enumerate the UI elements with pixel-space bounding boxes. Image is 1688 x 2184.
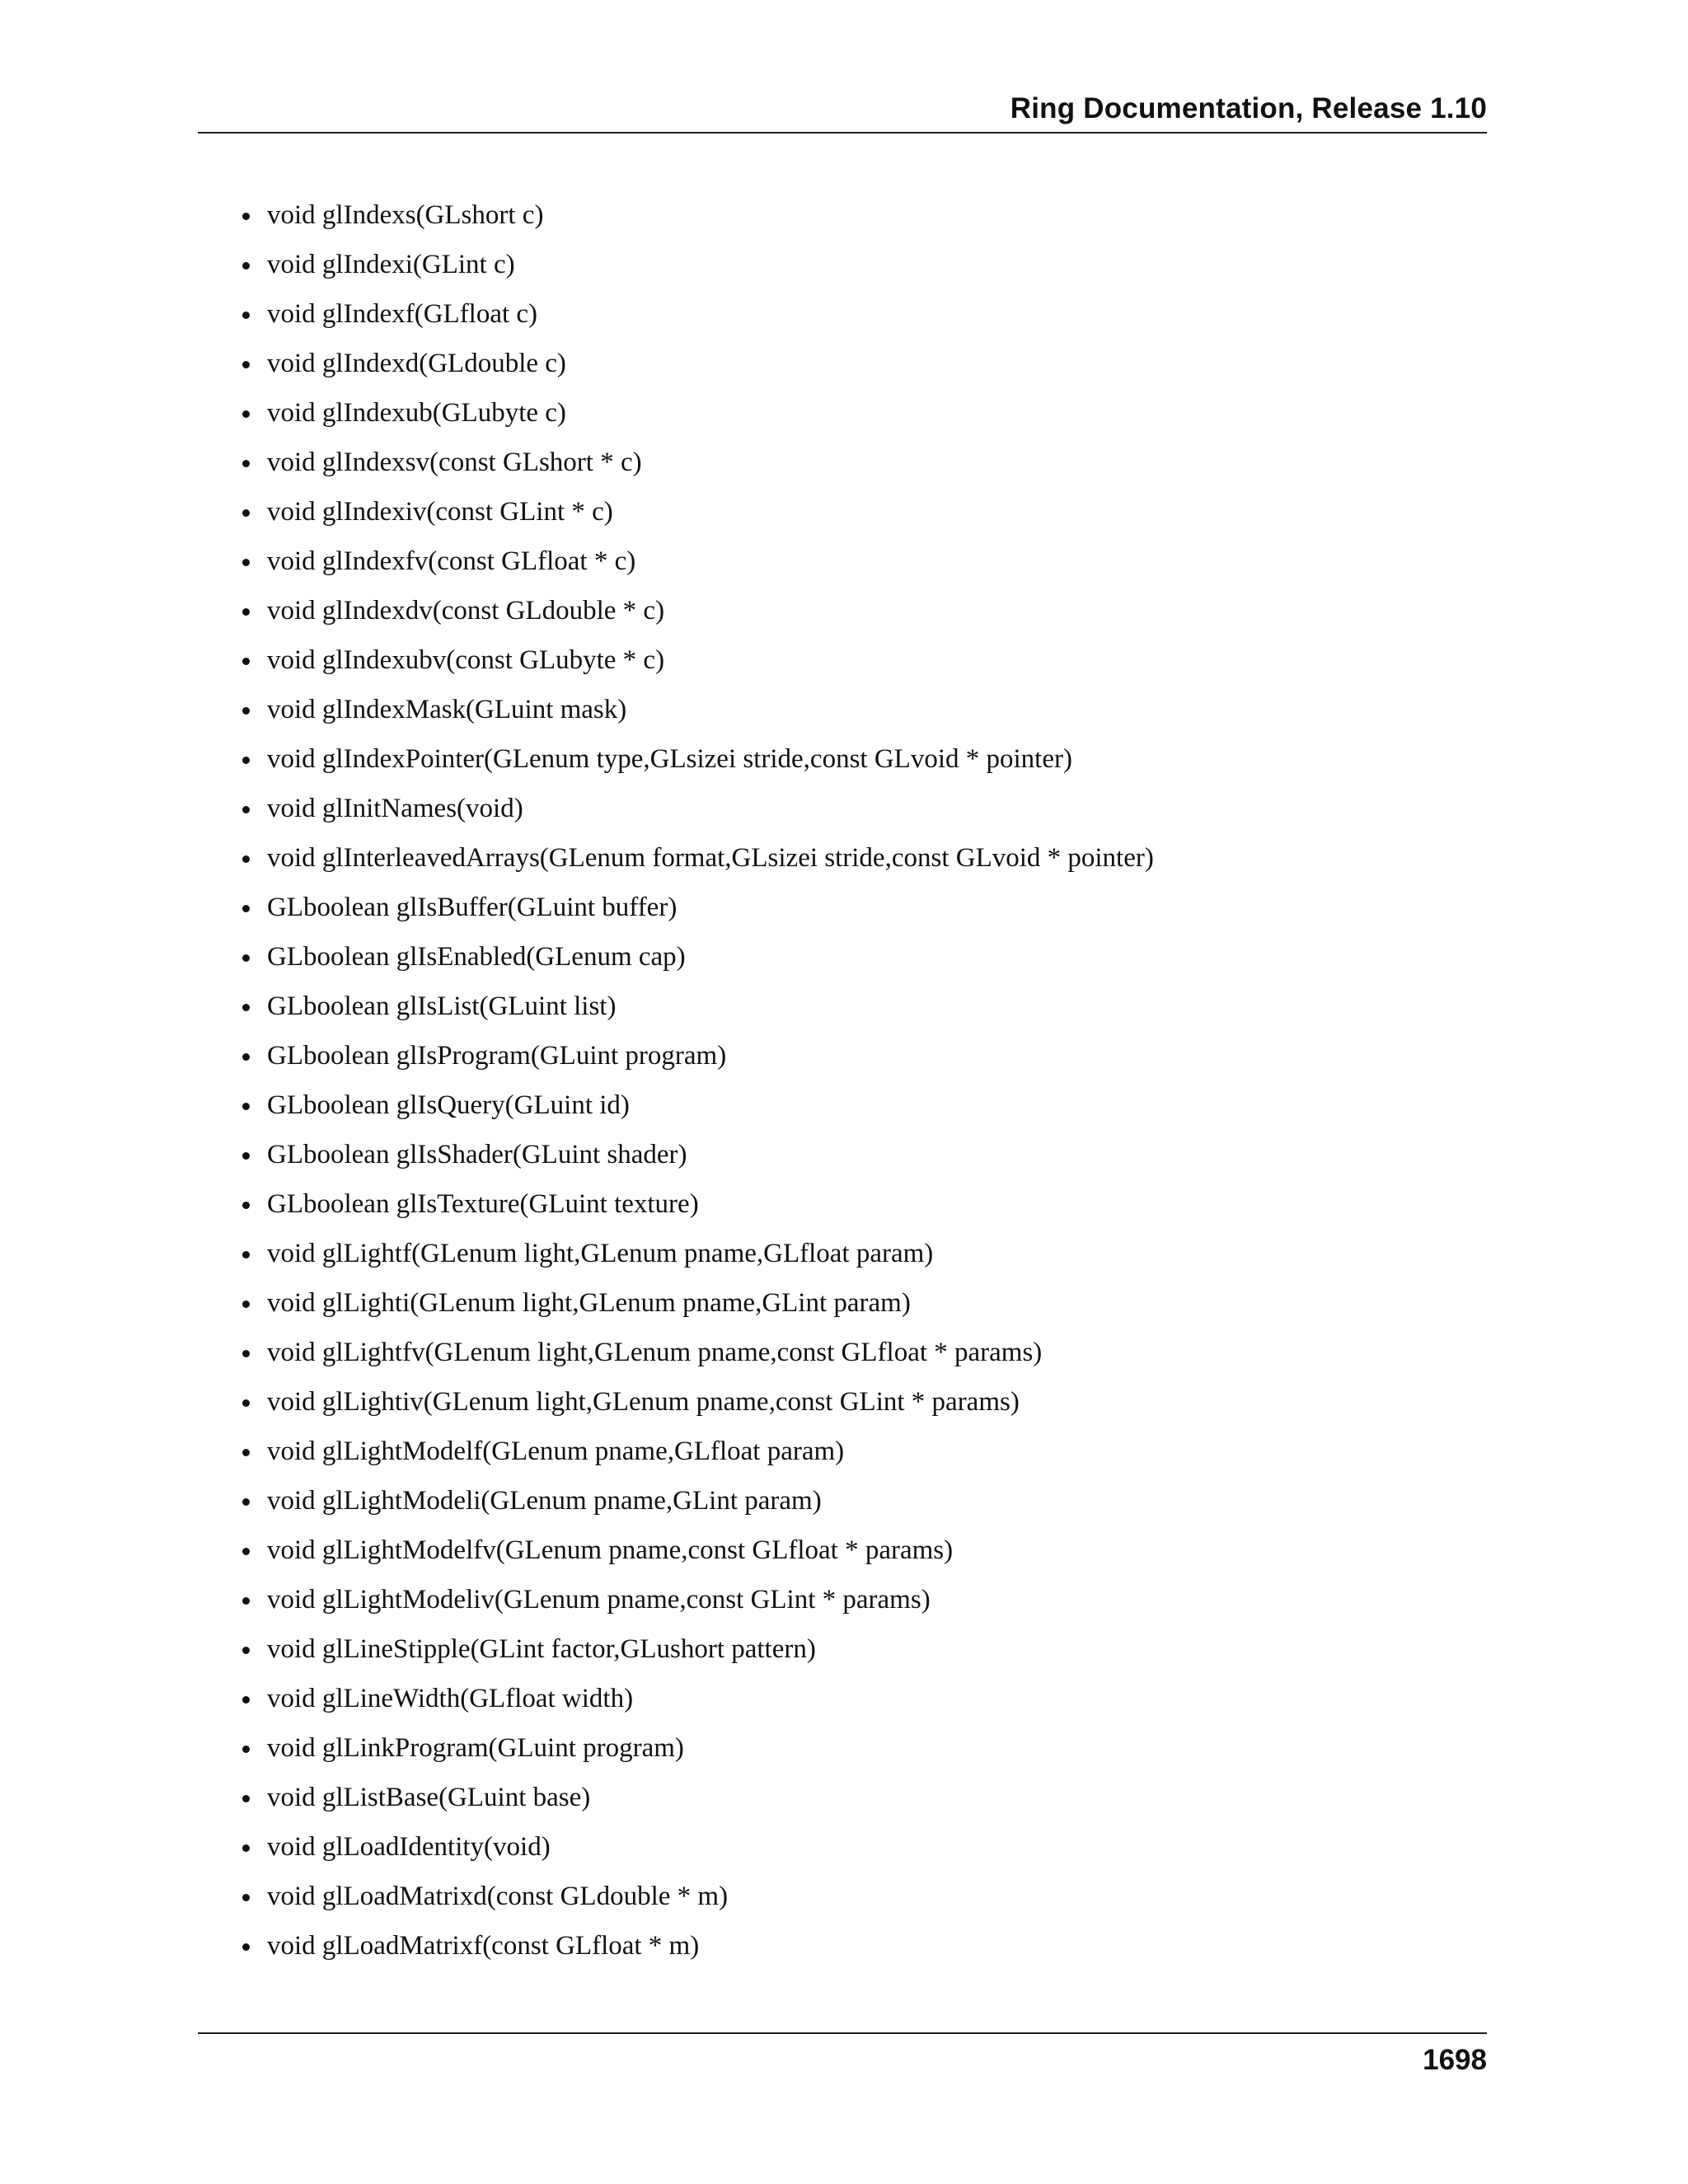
bullet-icon	[242, 509, 250, 517]
list-item	[242, 1039, 1154, 1089]
function-signature: void glLineWidth(GLfloat width)	[267, 1684, 634, 1713]
function-signature: void glLoadMatrixf(const GLfloat * m)	[267, 1931, 700, 1961]
bullet-icon	[242, 1251, 250, 1258]
list-item	[242, 1435, 1154, 1484]
list-item	[242, 396, 1154, 446]
function-signature: void glLightModeliv(GLenum pname,const GLint * params)	[267, 1585, 931, 1615]
bullet-icon	[242, 1103, 250, 1110]
list-item	[242, 1188, 1154, 1237]
list-item	[242, 199, 1154, 248]
function-signature: GLboolean glIsProgram(GLuint program)	[267, 1041, 727, 1071]
list-item	[242, 545, 1154, 594]
list-item	[242, 1286, 1154, 1336]
bullet-icon	[242, 905, 250, 912]
list-item	[242, 644, 1154, 693]
bullet-icon	[242, 1844, 250, 1852]
list-item	[242, 1732, 1154, 1781]
bullet-icon	[242, 1202, 250, 1209]
list-item	[242, 1484, 1154, 1534]
bullet-icon	[242, 608, 250, 616]
page-footer	[198, 2032, 1487, 2076]
bullet-icon	[242, 1152, 250, 1160]
bullet-icon	[242, 361, 250, 368]
function-signature: void glIndexfv(const GLfloat * c)	[267, 546, 636, 576]
bullet-icon	[242, 1795, 250, 1802]
bullet-icon	[242, 757, 250, 764]
list-item	[242, 792, 1154, 841]
function-signature: GLboolean glIsQuery(GLuint id)	[267, 1090, 630, 1120]
list-item	[242, 1583, 1154, 1633]
bullet-icon	[242, 1696, 250, 1704]
list-item	[242, 248, 1154, 298]
page-header	[198, 89, 1487, 134]
list-item	[242, 1385, 1154, 1435]
function-signature: void glIndexiv(const GLint * c)	[267, 497, 613, 527]
list-item	[242, 594, 1154, 644]
function-signature: void glInterleavedArrays(GLenum format,GLsizei stride,const GLvoid * pointer)	[267, 843, 1154, 873]
list-item	[242, 495, 1154, 545]
list-item	[242, 891, 1154, 940]
bullet-icon	[242, 213, 250, 220]
function-signature: void glIndexi(GLint c)	[267, 250, 515, 279]
list-item	[242, 298, 1154, 347]
function-signature: void glIndexMask(GLuint mask)	[267, 695, 627, 724]
list-item	[242, 446, 1154, 495]
function-signature: void glIndexd(GLdouble c)	[267, 349, 566, 378]
bullet-icon	[242, 855, 250, 863]
bullet-icon	[242, 954, 250, 962]
bullet-icon	[242, 1053, 250, 1061]
function-signature: void glLightf(GLenum light,GLenum pname,GLfloat param)	[267, 1239, 934, 1268]
list-item	[242, 1781, 1154, 1830]
bullet-icon	[242, 1004, 250, 1011]
list-item	[242, 1929, 1154, 1979]
function-signature: void glIndexPointer(GLenum type,GLsizei stride,const GLvoid * pointer)	[267, 744, 1072, 774]
function-signature: void glInitNames(void)	[267, 794, 523, 823]
bullet-icon	[242, 1301, 250, 1308]
function-signature: GLboolean glIsEnabled(GLenum cap)	[267, 942, 686, 972]
bullet-icon	[242, 1498, 250, 1506]
function-signature: void glIndexub(GLubyte c)	[267, 398, 566, 428]
bullet-icon	[242, 1597, 250, 1605]
bullet-icon	[242, 806, 250, 813]
function-signature: void glIndexf(GLfloat c)	[267, 299, 538, 329]
function-signature: void glIndexsv(const GLshort * c)	[267, 448, 642, 477]
list-item	[242, 743, 1154, 792]
function-signature: void glLightModeli(GLenum pname,GLint param)	[267, 1486, 822, 1516]
bullet-icon	[242, 1449, 250, 1456]
list-item	[242, 693, 1154, 743]
function-signature: void glLinkProgram(GLuint program)	[267, 1733, 684, 1763]
page-number: 1698	[1423, 2044, 1487, 2076]
function-signature: void glIndexs(GLshort c)	[267, 200, 544, 230]
list-item	[242, 1880, 1154, 1929]
function-list	[242, 199, 1154, 1979]
bullet-icon	[242, 410, 250, 418]
bullet-icon	[242, 559, 250, 566]
bullet-icon	[242, 1647, 250, 1654]
list-item	[242, 1633, 1154, 1682]
bullet-icon	[242, 1943, 250, 1951]
function-signature: void glLoadMatrixd(const GLdouble * m)	[267, 1882, 729, 1911]
bullet-icon	[242, 1548, 250, 1555]
list-item	[242, 1138, 1154, 1188]
list-item	[242, 1534, 1154, 1583]
document-title: Ring Documentation, Release 1.10	[1010, 92, 1487, 124]
function-signature: GLboolean glIsList(GLuint list)	[267, 991, 617, 1021]
list-item	[242, 1682, 1154, 1732]
function-signature: void glLightModelf(GLenum pname,GLfloat param)	[267, 1436, 845, 1466]
function-signature: void glLoadIdentity(void)	[267, 1832, 551, 1862]
function-signature: void glIndexubv(const GLubyte * c)	[267, 645, 665, 675]
function-signature: void glIndexdv(const GLdouble * c)	[267, 596, 665, 626]
list-item	[242, 1336, 1154, 1385]
bullet-icon	[242, 1746, 250, 1753]
list-item	[242, 1237, 1154, 1286]
list-item	[242, 1089, 1154, 1138]
list-item	[242, 940, 1154, 990]
list-item	[242, 990, 1154, 1039]
list-item	[242, 841, 1154, 891]
bullet-icon	[242, 262, 250, 269]
bullet-icon	[242, 1350, 250, 1357]
bullet-icon	[242, 460, 250, 467]
function-signature: void glLighti(GLenum light,GLenum pname,GLint param)	[267, 1288, 911, 1318]
function-signature: void glListBase(GLuint base)	[267, 1783, 591, 1812]
function-signature: void glLightModelfv(GLenum pname,const GLfloat * params)	[267, 1535, 954, 1565]
bullet-icon	[242, 1894, 250, 1901]
function-signature: void glLineStipple(GLint factor,GLushort pattern)	[267, 1634, 816, 1664]
function-signature: GLboolean glIsTexture(GLuint texture)	[267, 1189, 699, 1219]
bullet-icon	[242, 658, 250, 665]
function-signature: GLboolean glIsShader(GLuint shader)	[267, 1140, 687, 1169]
bullet-icon	[242, 312, 250, 319]
list-item	[242, 1830, 1154, 1880]
function-signature: GLboolean glIsBuffer(GLuint buffer)	[267, 893, 678, 922]
bullet-icon	[242, 1399, 250, 1407]
bullet-icon	[242, 707, 250, 715]
list-item	[242, 347, 1154, 396]
function-signature: void glLightfv(GLenum light,GLenum pname,const GLfloat * params)	[267, 1338, 1043, 1367]
function-signature: void glLightiv(GLenum light,GLenum pname,const GLint * params)	[267, 1387, 1020, 1417]
